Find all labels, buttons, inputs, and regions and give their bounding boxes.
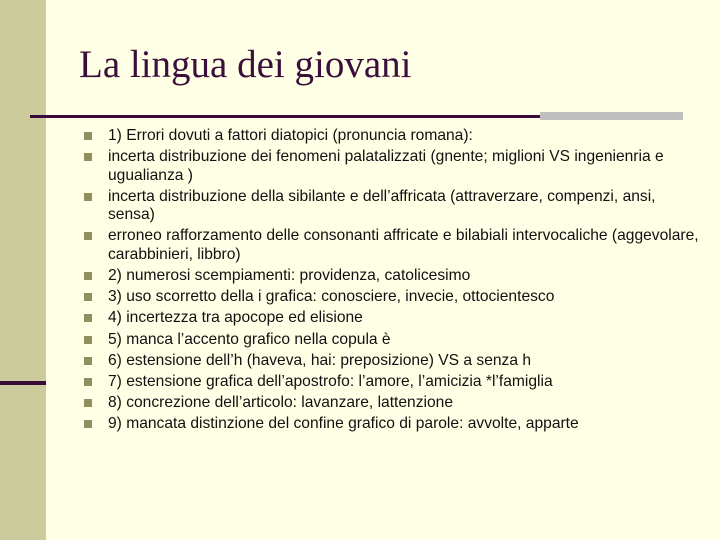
bullet-text: 6) estensione dell’h (haveva, hai: preposizione) VS a senza h (108, 351, 532, 369)
bullet-item (83, 148, 703, 185)
bullet-square-icon (84, 378, 92, 386)
bullet-square-icon (84, 272, 92, 280)
bullet-square-icon (84, 336, 92, 344)
bullet-item (83, 373, 703, 391)
bullet-square-icon (84, 232, 92, 240)
bullet-square-icon (84, 293, 92, 301)
left-band-accent-line (0, 381, 46, 385)
bullet-square-icon (84, 399, 92, 407)
bullet-square-icon (84, 420, 92, 428)
bullet-square-icon (84, 357, 92, 365)
bullet-list (83, 127, 703, 437)
bullet-text: 3) uso scorretto della i grafica: conosciere, invecie, ottocientesco (108, 288, 555, 306)
bullet-item (83, 227, 703, 264)
bullet-square-icon (84, 314, 92, 322)
bullet-text: 4) incertezza tra apocope ed elisione (108, 309, 363, 327)
bullet-text: 7) estensione grafica dell’apostrofo: l’amore, l’amicizia *l’famiglia (108, 373, 553, 391)
bullet-square-icon (84, 132, 92, 140)
bullet-item (83, 331, 703, 349)
bullet-item (83, 288, 703, 306)
bullet-text: 8) concrezione dell’articolo: lavanzare, lattenzione (108, 394, 453, 412)
bullet-item (83, 394, 703, 412)
title-divider-accent (540, 112, 683, 120)
bullet-item (83, 309, 703, 327)
bullet-square-icon (84, 193, 92, 201)
bullet-text: incerta distribuzione dei fenomeni palatalizzati (gnente; miglioni VS ingenienria e ugualianza ) (108, 148, 664, 184)
bullet-text: 5) manca l’accento grafico nella copula è (108, 330, 391, 348)
bullet-item (83, 415, 703, 433)
bullet-text: erroneo rafforzamento delle consonanti affricate e bilabiali intervocaliche (aggevolare, carabbinieri, libbro) (108, 227, 699, 263)
bullet-text: incerta distribuzione della sibilante e dell’affricata (attraverzare, compenzi, ansi, sensa) (108, 187, 656, 224)
left-decorative-band (0, 0, 46, 540)
bullet-item (83, 352, 703, 370)
bullet-text: 1) Errori dovuti a fattori diatopici (pronuncia romana): (108, 127, 473, 144)
bullet-text: 2) numerosi scempiamenti: providenza, catolicesimo (108, 267, 471, 285)
bullet-square-icon (84, 153, 92, 161)
slide-title: La lingua dei giovani (79, 43, 412, 86)
bullet-item (83, 267, 703, 285)
bullet-item (83, 127, 703, 145)
bullet-item (83, 188, 703, 225)
bullet-text: 9) mancata distinzione del confine grafico di parole: avvolte, apparte (108, 415, 579, 433)
